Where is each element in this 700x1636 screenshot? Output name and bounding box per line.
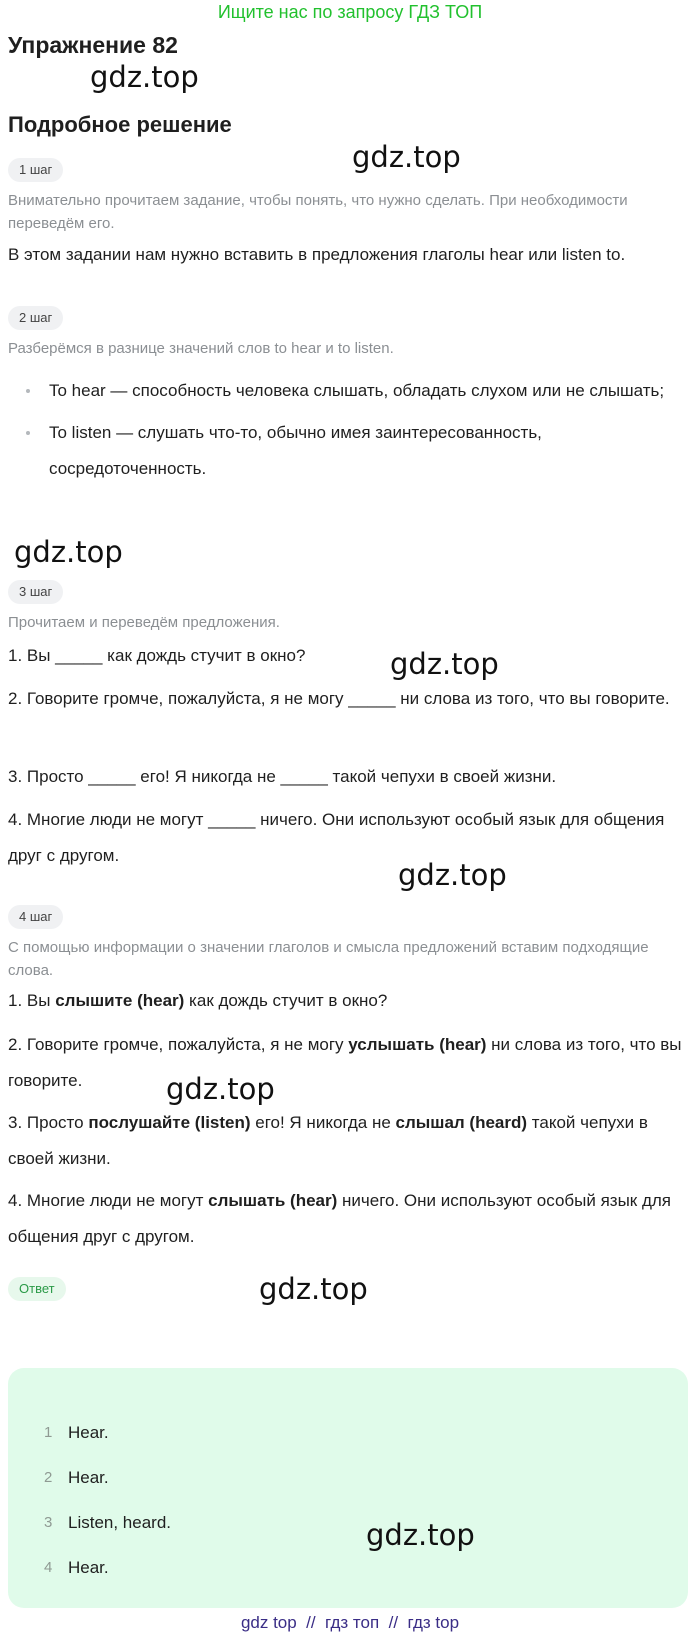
watermark: gdz.top (366, 1518, 475, 1552)
answer-item (44, 1500, 171, 1545)
answer-word: услышать (hear) (348, 1035, 487, 1054)
answer-number: 2 (44, 1469, 53, 1486)
footer-links[interactable]: gdz top // гдз топ // гдз top (240, 1613, 460, 1632)
step-text: В этом задании нам нужно вставить в предложения глаголы hear или listen to. (8, 245, 626, 264)
step-badge: 2 шаг (8, 306, 63, 330)
answer-word: слышать (hear) (208, 1191, 338, 1210)
answer-item (44, 1455, 171, 1500)
answer-word: слышал (heard) (395, 1113, 528, 1132)
watermark: gdz.top (90, 60, 199, 94)
sentence: 1. Вы _____ как дождь стучит в окно? (8, 646, 306, 665)
answer-number: 1 (44, 1424, 53, 1441)
solved-sentence: 3. Просто послушайте (listen) его! Я никогда не слышал (heard) такой чепухи в своей жизни. (8, 1113, 648, 1168)
answer-number: 4 (44, 1559, 53, 1576)
step-hint: Прочитаем и переведём предложения. (8, 614, 280, 631)
step-badge: 1 шаг (8, 158, 63, 182)
step-hint: Разберёмся в разнице значений слов to hear и to listen. (8, 340, 394, 357)
exercise-title: Упражнение 82 (8, 32, 178, 58)
watermark: gdz.top (14, 535, 123, 569)
step-badge: 3 шаг (8, 580, 63, 604)
sentence: 4. Многие люди не могут _____ ничего. Они используют особый язык для общения друг с другом. (8, 810, 665, 865)
sentence: 3. Просто _____ его! Я никогда не _____ такой чепухи в своей жизни. (8, 767, 557, 786)
top-banner[interactable]: Ищите нас по запросу ГДЗ ТОП (217, 2, 483, 22)
answer-text: Hear. (68, 1422, 109, 1442)
answer-word: послушайте (listen) (88, 1113, 251, 1132)
answer-number: 3 (44, 1514, 53, 1531)
answer-text: Hear. (68, 1557, 109, 1577)
answer-word: слышите (hear) (55, 991, 185, 1010)
watermark: gdz.top (166, 1072, 275, 1106)
watermark: gdz.top (390, 647, 499, 681)
answer-badge: Ответ (8, 1277, 66, 1301)
solution-title: Подробное решение (8, 112, 232, 137)
step-hint: С помощью информации о значении глаголов и смысла предложений вставим подходящие слова. (8, 939, 649, 979)
solved-sentence: 1. Вы слышите (hear) как дождь стучит в окно? (8, 991, 388, 1010)
answer-item (44, 1410, 171, 1455)
step-hint: Внимательно прочитаем задание, чтобы понять, что нужно сделать. При необходимости переведём его. (8, 192, 628, 232)
answer-text: Hear. (68, 1467, 109, 1487)
sentence: 2. Говорите громче, пожалуйста, я не могу _____ ни слова из того, что вы говорите. (8, 689, 670, 708)
answer-text: Listen, heard. (68, 1512, 172, 1532)
list-item: To hear — способность человека слышать, обладать слухом или не слышать; (22, 373, 672, 409)
watermark: gdz.top (352, 140, 461, 174)
answer-list (44, 1410, 171, 1590)
bullet-list (22, 373, 672, 493)
watermark: gdz.top (398, 858, 507, 892)
answer-item (44, 1545, 171, 1590)
list-item: To listen — слушать что-то, обычно имея заинтересованность, сосредоточенность. (22, 415, 672, 487)
solved-sentence: 2. Говорите громче, пожалуйста, я не могу услышать (hear) ни слова из того, что вы говорите. (8, 1035, 682, 1090)
step-badge: 4 шаг (8, 905, 63, 929)
watermark: gdz.top (259, 1272, 368, 1306)
solved-sentence: 4. Многие люди не могут слышать (hear) ничего. Они используют особый язык для общения друг с другом. (8, 1191, 672, 1246)
